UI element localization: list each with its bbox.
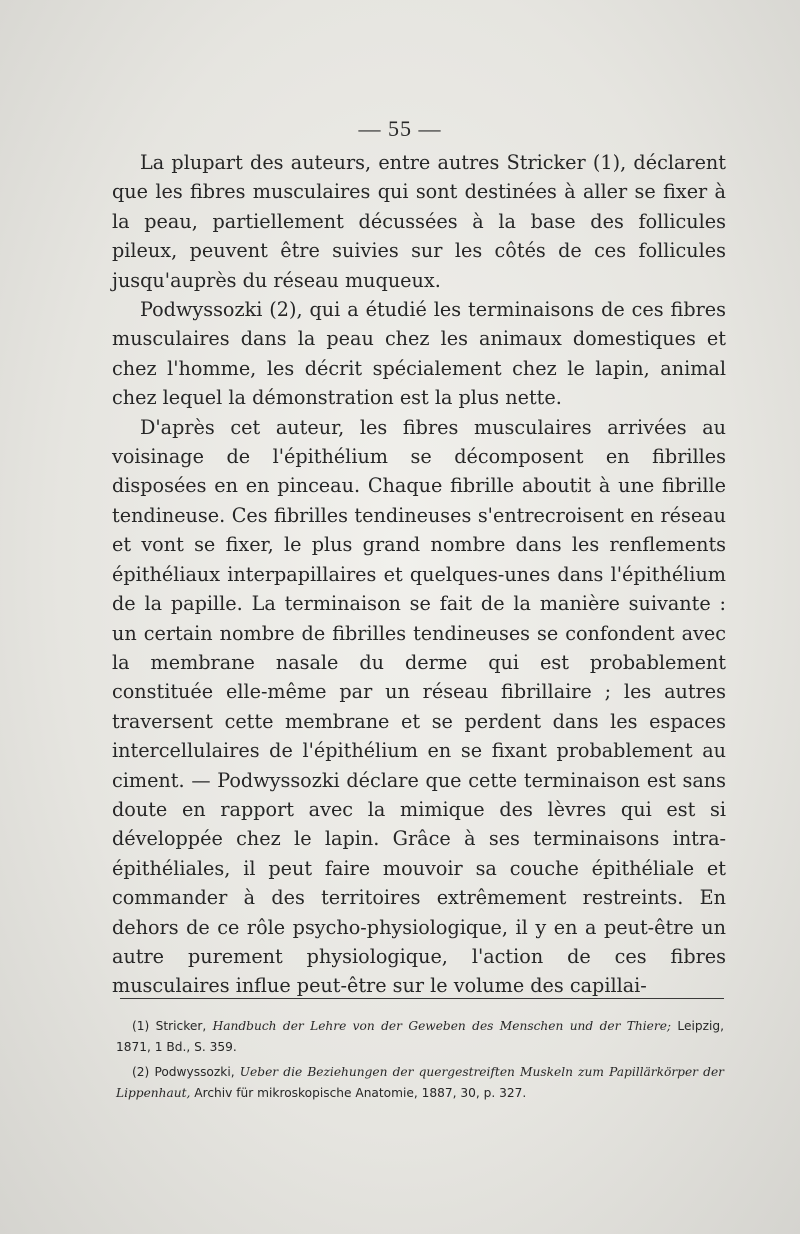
footnote-author: Stricker, [155, 1019, 207, 1033]
footnote-2 [116, 1062, 724, 1104]
paragraph-2: Podwyssozki (2), qui a étudié les terminaisons de ces fibres musculaires dans la peau chez les animaux domestiques et chez l'homme, les décrit spécialement chez le lapin, animal chez lequel la démonstration est la plus nette. [112, 298, 726, 410]
footnote-1 [116, 1016, 724, 1058]
footnotes [116, 1016, 724, 1108]
paragraph-1: La plupart des auteurs, entre autres Stricker (1), déclarent que les fibres musculaires qui sont destinées à aller se fixer à la peau, partiellement décussées à la base des follicules pileux, peuvent être suivies sur les côtés de ces follicules jusqu'auprès du réseau muqueux. [112, 151, 726, 292]
footnote-author: Podwyssozki, [154, 1065, 235, 1079]
paragraph-3: D'après cet auteur, les fibres musculaires arrivées au voisinage de l'épithélium se décomposent en fibrilles disposées en en pinceau. Chaque fibrille aboutit à une fibrille tendineuse. Ces fibrilles tendineuses s'entrecroisent en réseau et vont se fixer, le plus grand nombre dans les renflements épithéliaux interpapillaires et quelques-unes dans l'épithélium de la papille. La terminaison se fait de la manière suivante : un certain nombre de fibrilles tendineuses se confondent avec la membrane nasale du derme qui est probablement constituée elle-même par un réseau fibrillaire ; les autres traversent cette membrane et se perdent dans les espaces intercellulaires de l'épithélium en se fixant probablement au ciment. — Podwyssozki déclare que cette terminaison est sans doute en rapport avec la mimique des lèvres qui est si développée chez le lapin. Grâce à ses terminaisons intra-épithéliales, il peut faire mouvoir sa couche épithéliale et commander à des territoires extrêmement restreints. En dehors de ce rôle psycho-physiologique, il y en a peut-être un autre purement physiologique, l'action de ces fibres musculaires influe peut-être sur le volume des capillai- [112, 415, 726, 998]
footnote-marker: (1) [132, 1019, 150, 1033]
page-number: — 55 — [358, 116, 442, 141]
footnote-title: Handbuch der Lehre von der Geweben des Menschen und der Thiere; [212, 1019, 672, 1033]
footnote-citation: Leipzig, 1871, 1 Bd., S. 359. [116, 1019, 724, 1054]
footnote-citation: Archiv für mikroskopische Anatomie, 1887, 30, p. 327. [194, 1086, 527, 1100]
footnote-marker: (2) [132, 1065, 150, 1079]
footnote-title: Ueber die Beziehungen der quergestreiften Muskeln zum Papillärkörper der Lippenhaut, [116, 1065, 725, 1100]
footnote-divider [120, 998, 724, 999]
body-text [112, 148, 726, 1001]
